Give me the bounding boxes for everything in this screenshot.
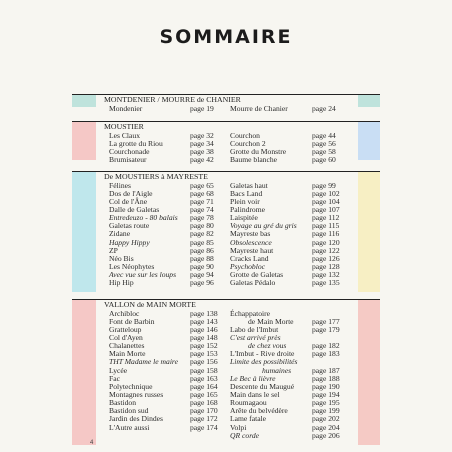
section-1-right-entry-page: page 24 xyxy=(312,103,336,113)
section-2-right-entry-page: page 44 xyxy=(312,130,336,140)
section-3-right-entry-name[interactable]: Cracks Land xyxy=(230,253,269,263)
section-4-left-entry-name[interactable]: Bastidon sud xyxy=(109,406,149,416)
section-4-right-entry-name[interactable]: Main dans le sel xyxy=(230,390,280,399)
section-3-left-entry-name[interactable]: Hip Hip xyxy=(109,278,134,288)
section-4-left-entry-name[interactable]: Col d'Ayen xyxy=(109,332,143,342)
section-4-right-entry-name[interactable]: Roumagaou xyxy=(230,398,267,408)
section-4-left-entry-name[interactable]: Bastidon xyxy=(109,398,137,408)
section-4-right-entry-page: page 187 xyxy=(312,365,340,375)
section-4-right-entry-name[interactable]: Le Bec à lièvre xyxy=(230,373,276,383)
section-1-strip-right xyxy=(358,95,380,107)
section-3-left-entry-page: page 90 xyxy=(190,262,214,271)
section-2-left-entry-page: page 38 xyxy=(190,146,214,156)
section-3-left-entry-name[interactable]: Entredeuzo - 80 balais xyxy=(109,213,178,223)
section-4-left-entry-page: page 153 xyxy=(190,349,218,359)
section-3-left-entry-name[interactable]: Dalle de Galetas xyxy=(109,204,160,214)
section-4-right-entry-name[interactable]: L'Imbut - Rive droite xyxy=(230,349,295,359)
section-3-right-entry-name[interactable]: Palindrome xyxy=(230,204,266,214)
section-3-right-entry-name[interactable]: Voyage au gré du gris xyxy=(230,221,297,231)
section-1-title: MONTDENIER / MOURRE de CHANIER xyxy=(104,95,241,104)
section-3-left-entry-page: page 94 xyxy=(190,270,214,280)
section-3-left-entry-page: page 65 xyxy=(190,180,214,190)
section-3-right-entry-name[interactable]: Galetas Pédalo xyxy=(230,278,276,288)
section-4-right-entry-page: page 179 xyxy=(312,324,340,334)
section-4-left-entry-page: page 152 xyxy=(190,341,218,351)
section-3-right-entry-page: page 135 xyxy=(312,278,340,288)
section-1-left-entry-page: page 19 xyxy=(190,103,214,113)
section-4-left-entry-name[interactable]: Fac xyxy=(109,373,120,383)
section-4-right-entry-name[interactable]: humaines xyxy=(262,365,292,375)
section-1-right-entry-name[interactable]: Mourre de Chanier xyxy=(230,103,288,113)
section-3-right-entry-page: page 122 xyxy=(312,245,340,255)
section-3-right-entry-page: page 102 xyxy=(312,188,340,198)
section-3-left-entry-page: page 96 xyxy=(190,278,214,288)
section-3-left-entry-page: page 88 xyxy=(190,253,214,263)
section-4-right-entry-name[interactable]: de chez vous xyxy=(248,341,287,351)
section-4-left-entry-page: page 172 xyxy=(190,414,218,424)
section-3-right-entry-page: page 107 xyxy=(312,204,340,214)
section-4-right-entry-page: page 183 xyxy=(312,349,340,359)
section-2-left-entry-page: page 34 xyxy=(190,138,214,148)
section-3-left-entry-page: page 82 xyxy=(190,229,214,239)
section-4-left-entry-name[interactable]: Font de Barbin xyxy=(109,316,155,326)
section-4-left-entry-name[interactable]: Chalanettes xyxy=(109,341,145,351)
section-4-right-entry-name[interactable]: QR corde xyxy=(230,430,260,440)
section-4-right-entry-page: page 177 xyxy=(312,316,340,326)
section-3-right-entry-page: page 126 xyxy=(312,253,340,263)
section-3-strip-right xyxy=(358,172,380,292)
section-3-right-entry-name[interactable]: Plein voir xyxy=(230,196,260,206)
section-3-right-entry-name[interactable]: Psychobloc xyxy=(230,262,266,271)
section-3-right-entry-page: page 120 xyxy=(312,237,340,247)
section-4-right-entry-page: page 188 xyxy=(312,373,340,383)
section-2-strip-left xyxy=(72,122,96,160)
section-3-left-entry-name[interactable]: Happy Hippy xyxy=(109,237,150,247)
section-2-left-entry-page: page 42 xyxy=(190,154,214,164)
section-3-right-entry-name[interactable]: Galetas haut xyxy=(230,180,268,190)
section-4-right-entry-page: page 194 xyxy=(312,390,340,399)
section-3-right-entry-page: page 116 xyxy=(312,229,340,239)
section-3-right-entry-page: page 104 xyxy=(312,196,340,206)
section-2-left-entry-name[interactable]: Les Claux xyxy=(109,130,141,140)
section-2-left-entry-name[interactable]: Courchonade xyxy=(109,146,150,156)
section-4-left-entry-page: page 170 xyxy=(190,406,218,416)
section-4-left-entry-page: page 138 xyxy=(190,308,218,318)
section-2-left-entry-name[interactable]: Brumisateur xyxy=(109,154,147,164)
section-1-left-entry-name[interactable]: Mondenier xyxy=(109,103,143,113)
section-3-left-entry-name[interactable]: Dos de l'Aigle xyxy=(109,188,153,198)
section-4-left-entry-name[interactable]: THT Madame le maire xyxy=(109,357,178,367)
section-4-left-entry-page: page 164 xyxy=(190,381,218,391)
section-2-right-entry-name[interactable]: Grotte du Monstre xyxy=(230,146,287,156)
section-3-right-entry-name[interactable]: Mayreste haut xyxy=(230,245,274,255)
section-4-right-entry-name[interactable]: Lame fatale xyxy=(230,414,267,424)
section-4-left-entry-page: page 168 xyxy=(190,398,218,408)
section-3-strip-left xyxy=(72,172,96,292)
section-4-right-entry-name[interactable]: Limite des possibilités xyxy=(230,357,298,367)
section-4-left-entry-page: page 163 xyxy=(190,373,218,383)
section-3-left-entry-page: page 68 xyxy=(190,188,214,198)
section-3-right-entry-page: page 99 xyxy=(312,180,336,190)
page-title: SOMMAIRE xyxy=(159,26,293,48)
section-3-left-entry-name[interactable]: Col de l'Âne xyxy=(109,196,148,206)
section-2-strip-right xyxy=(358,122,380,160)
section-4-left-entry-page: page 174 xyxy=(190,422,218,432)
section-4-right-entry-name[interactable]: Volpi xyxy=(230,422,247,432)
section-3-right-entry-name[interactable]: Grotte de Galetas xyxy=(230,270,284,280)
section-3-right-entry-page: page 115 xyxy=(312,221,340,231)
section-3-left-entry-page: page 86 xyxy=(190,245,214,255)
section-4-right-entry-page: page 182 xyxy=(312,341,340,351)
section-3-left-entry-name[interactable]: Avec vue sur les loups xyxy=(109,270,177,280)
section-4-left-entry-page: page 156 xyxy=(190,357,218,367)
section-3-right-entry-name[interactable]: Laispitée xyxy=(230,213,258,223)
section-4-right-entry-name[interactable]: Échappatoire xyxy=(230,308,271,318)
section-3-right-entry-page: page 112 xyxy=(312,213,340,223)
section-4-right-entry-name[interactable]: Arête du belvédère xyxy=(230,406,288,416)
section-4-left-entry-name[interactable]: L'Autre aussi xyxy=(109,422,150,432)
section-4-right-entry-name[interactable]: C'est arrivé près xyxy=(230,332,281,342)
section-4-left-entry-name[interactable]: Polytechnique xyxy=(109,381,153,391)
section-2-right-entry-page: page 58 xyxy=(312,146,336,156)
section-4-right-entry-page: page 190 xyxy=(312,381,340,391)
section-3-right-entry-page: page 132 xyxy=(312,270,340,280)
section-2-right-entry-page: page 60 xyxy=(312,154,336,164)
section-3-right-entry-name[interactable]: Bacs Land xyxy=(230,188,263,198)
section-3-left-entry-name[interactable]: Félines xyxy=(109,180,131,190)
section-4-left-entry-page: page 165 xyxy=(190,390,218,399)
section-2-right-entry-name[interactable]: Courchon 2 xyxy=(230,138,266,148)
section-4-left-entry-name[interactable]: Archibloc xyxy=(109,308,140,318)
section-3-left-entry-name[interactable]: Les Néophytes xyxy=(109,262,155,271)
section-4-left-entry-page: page 158 xyxy=(190,365,218,375)
section-2-left-entry-page: page 32 xyxy=(190,130,214,140)
section-3-right-entry-page: page 128 xyxy=(312,262,340,271)
section-2-left-entry-name[interactable]: La grotte du Riou xyxy=(109,138,163,148)
section-4-left-entry-page: page 146 xyxy=(190,324,218,334)
section-3-left-entry-name[interactable]: Néo Bis xyxy=(109,253,134,263)
section-4-right-entry-name[interactable]: Labo de l'Imbut xyxy=(230,324,279,334)
section-3-title: De MOUSTIERS à MAYRESTE xyxy=(104,172,208,181)
section-4-right-entry-name[interactable]: Descente du Maugué xyxy=(230,381,295,391)
section-4-right-entry-page: page 204 xyxy=(312,422,340,432)
section-3-right-entry-name[interactable]: Mayreste bas xyxy=(230,229,271,239)
section-3-left-entry-page: page 78 xyxy=(190,213,214,223)
section-4-right-entry-page: page 206 xyxy=(312,430,340,440)
section-3-left-entry-name[interactable]: Galetas route xyxy=(109,221,150,231)
section-3-left-entry-page: page 85 xyxy=(190,237,214,247)
section-4-strip-left xyxy=(72,300,96,445)
section-3-right-entry-name[interactable]: Obsolescence xyxy=(230,237,272,247)
page-number: 4 xyxy=(90,440,94,446)
section-4-left-entry-page: page 143 xyxy=(190,316,218,326)
section-1-strip-left xyxy=(72,95,96,107)
section-4-right-entry-name[interactable]: de Main Morte xyxy=(248,316,294,326)
section-4-right-entry-page: page 199 xyxy=(312,406,340,416)
section-4-left-entry-page: page 148 xyxy=(190,332,218,342)
section-3-left-entry-name[interactable]: ZP xyxy=(109,245,118,255)
section-4-left-entry-name[interactable]: Gratteloup xyxy=(109,324,142,334)
section-3-left-entry-name[interactable]: Zidane xyxy=(109,229,131,239)
section-2-right-entry-name[interactable]: Courchon xyxy=(230,130,260,140)
section-4-title: VALLON de MAIN MORTE xyxy=(104,300,196,309)
section-4-strip-right xyxy=(358,300,380,445)
section-3-left-entry-page: page 71 xyxy=(190,196,214,206)
section-4-left-entry-name[interactable]: Main Morte xyxy=(109,349,146,359)
section-4-left-entry-name[interactable]: Jardin des Dindes xyxy=(109,414,163,424)
section-2-title: MOUSTIER xyxy=(104,122,144,131)
section-4-left-entry-name[interactable]: Montagnes russes xyxy=(109,390,164,399)
section-3-left-entry-page: page 80 xyxy=(190,221,214,231)
section-2-right-entry-page: page 56 xyxy=(312,138,336,148)
section-4-right-entry-page: page 202 xyxy=(312,414,340,424)
section-3-left-entry-page: page 74 xyxy=(190,204,214,214)
section-4-right-entry-page: page 195 xyxy=(312,398,340,408)
section-4-left-entry-name[interactable]: Lycée xyxy=(109,365,128,375)
section-2-right-entry-name[interactable]: Baume blanche xyxy=(230,154,278,164)
